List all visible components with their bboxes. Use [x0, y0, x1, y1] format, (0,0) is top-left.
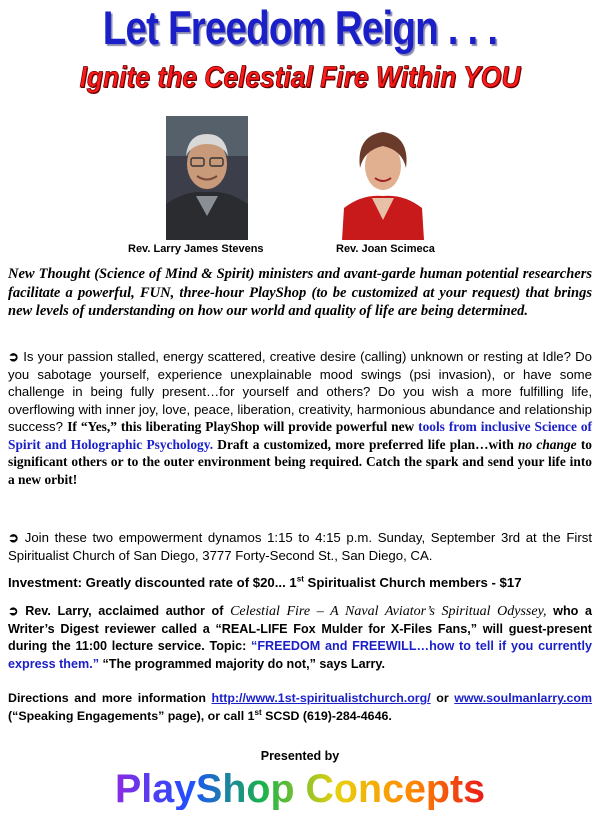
- paragraph-larry: [8, 603, 592, 673]
- caption-joan: Rev. Joan Scimeca: [336, 243, 435, 255]
- p1-serif-text: If “Yes,” this liberating PlayShop will provide powerful new: [67, 419, 419, 434]
- p3-reviewer-text: who a Writer’s Digest reviewer called a “REAL-LIFE Fox Mulder for X-Files Fans,” will guest-present during the 11:00 lecture service. Topic:: [8, 604, 592, 653]
- photo-joan: [342, 116, 424, 240]
- investment-line: [8, 574, 592, 592]
- p3-quote-text: “The programmed majority do not,” says Larry.: [99, 656, 385, 671]
- investment-text: Investment: Greatly discounted rate of $20... 1: [8, 575, 297, 590]
- arrow-bullet-icon: ➲: [8, 530, 20, 545]
- page-subtitle: Ignite the Celestial Fire Within YOU: [79, 61, 521, 94]
- caption-larry: Rev. Larry James Stevens: [128, 243, 264, 255]
- investment-members: Spiritualist Church members - $17: [303, 575, 522, 590]
- logo-text: PlayShop Concepts: [115, 767, 485, 810]
- page-title: Let Freedom Reign . . .: [102, 1, 498, 54]
- p1-text: Is your passion stalled, energy scattered, creative desire (calling) unknown or resting at Idle? Do you sabotage yourself, experience unexplainable mood swings (psi invasion), or have some challenge in being fully present…for yourself and others? Do you wish a more fulfilling life, overflowing with inner joy, love, peace, liberation, creativity, harmonious abundance and relationship success?: [8, 349, 592, 434]
- playshop-concepts-logo: [110, 764, 490, 810]
- directions-speaking: (“Speaking Engagements” page), or call 1: [8, 708, 255, 723]
- presented-by: Presented by: [260, 749, 340, 763]
- photo-larry: [166, 116, 248, 240]
- directions-or: or: [430, 691, 455, 705]
- paragraph-event: [8, 529, 592, 564]
- p2-text: Join these two empowerment dynamos 1:15 to 4:15 p.m. Sunday, September 3rd at the First Spiritualist Church of San Diego, 3777 Forty-Second St., San Diego, CA.: [8, 530, 592, 563]
- directions-phone: SCSD (619)-284-4646.: [261, 708, 392, 723]
- p1-draft-text: Draft a customized, more preferred life plan…with: [213, 436, 519, 452]
- investment-sup: st: [296, 574, 304, 584]
- book-title: Celestial Fire – A Naval Aviator’s Spiritual Odyssey,: [230, 604, 547, 619]
- directions-paragraph: [8, 690, 592, 725]
- p1-no-change: no change: [518, 436, 577, 452]
- arrow-bullet-icon: ➲: [8, 349, 20, 364]
- soulmanlarry-link[interactable]: www.soulmanlarry.com: [454, 691, 592, 705]
- paragraph-passion: [8, 348, 592, 488]
- topic-text: “FREEDOM and FREEWILL…how to tell if you currently express them.”: [8, 639, 592, 671]
- p3-text: Rev. Larry, acclaimed author of: [18, 604, 231, 618]
- intro-paragraph: New Thought (Science of Mind & Spirit) ministers and avant-garde human potential researchers facilitate a powerful, FUN, three-hour PlayShop (to be customized at your request) that brings new levels of understanding on how our world and quality of life are being determined.: [8, 266, 592, 319]
- p1-closing-text: to significant others or to the outer environment being required. Catch the spark and send your life into a new orbit!: [8, 436, 592, 487]
- arrow-bullet-icon: ➲: [8, 604, 19, 618]
- directions-text: Directions and more information: [8, 691, 212, 705]
- directions-sup: st: [254, 707, 262, 717]
- p1-tools-text: tools from inclusive Science of Spirit and Holographic Psychology.: [8, 419, 592, 452]
- church-website-link[interactable]: http://www.1st-spiritualistchurch.org/: [211, 691, 431, 705]
